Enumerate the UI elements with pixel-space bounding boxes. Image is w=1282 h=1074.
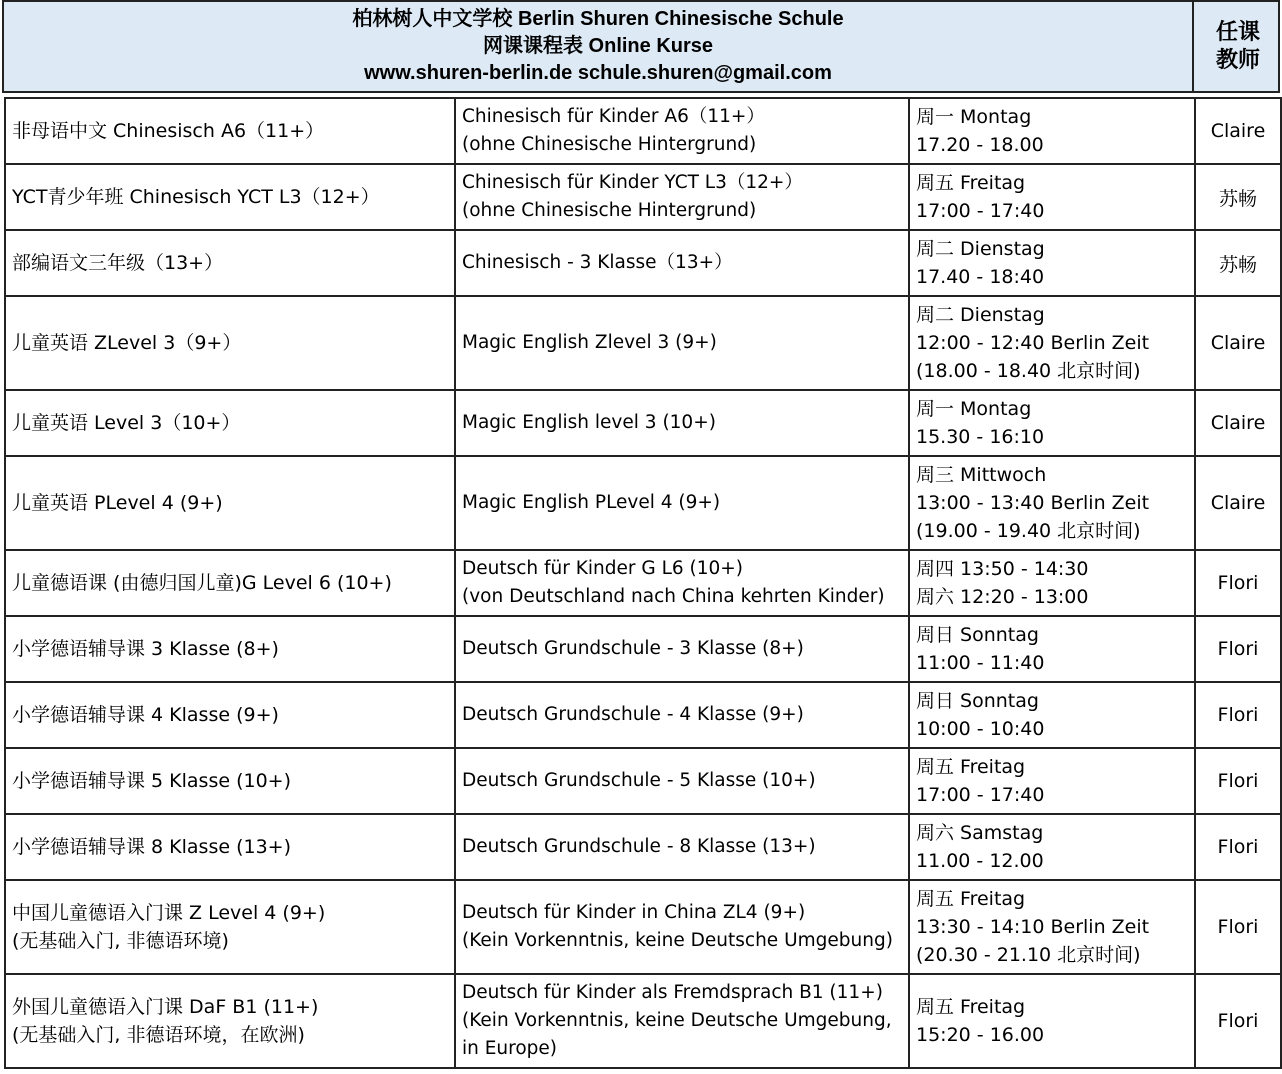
course-row — [5, 748, 1281, 814]
course-name-cell — [5, 230, 455, 296]
course-german-cell — [455, 390, 909, 456]
course-row — [5, 550, 1281, 616]
course-teacher-cell: Flori — [1195, 616, 1281, 682]
course-name-cell — [5, 164, 455, 230]
course-row — [5, 98, 1281, 164]
schedule-title: 网课课程表 Online Kurse — [482, 35, 714, 57]
course-teacher-cell: Flori — [1195, 748, 1281, 814]
course-table — [4, 97, 1282, 1069]
course-row — [5, 814, 1281, 880]
course-time-cell-line: 周五 Freitag — [916, 172, 1026, 194]
course-teacher-cell: 苏畅 — [1195, 164, 1281, 230]
course-time-cell-line: 周日 Sonntag — [916, 690, 1039, 712]
course-name-cell — [5, 456, 455, 550]
course-name-cell — [5, 296, 455, 390]
school-name: 柏林树人中文学校 Berlin Shuren Chinesische Schule — [352, 8, 844, 30]
course-time-cell-line: 17.40 - 18:40 — [916, 266, 1045, 288]
course-time-cell-line: 13:00 - 13:40 Berlin Zeit — [916, 492, 1150, 514]
course-time-cell — [909, 974, 1195, 1068]
course-row — [5, 616, 1281, 682]
course-time-cell-line: 15:20 - 16.00 — [916, 1024, 1045, 1046]
course-name-cell — [5, 550, 455, 616]
course-german-cell — [455, 550, 909, 616]
course-name-cell-line: 小学德语辅导课 4 Klasse (9+) — [12, 704, 279, 726]
course-teacher-cell: Claire — [1195, 296, 1281, 390]
course-german-cell-line: (Kein Vorkenntnis, keine Deutsche Umgebung) — [462, 930, 893, 951]
course-german-cell — [455, 880, 909, 974]
course-german-cell-line: (ohne Chinesische Hintergrund) — [462, 134, 757, 155]
course-name-cell-line: 儿童英语 PLevel 4 (9+) — [12, 492, 223, 514]
course-german-cell-line: Chinesisch für Kinder A6（11+） — [462, 106, 765, 127]
course-time-cell-line: 17:00 - 17:40 — [916, 784, 1045, 806]
course-time-cell-line: 11:00 - 11:40 — [916, 652, 1045, 674]
course-german-cell — [455, 974, 909, 1068]
course-name-cell — [5, 748, 455, 814]
course-name-cell-line: 儿童德语课 (由德归国儿童)G Level 6 (10+) — [12, 572, 392, 594]
course-teacher-cell: Flori — [1195, 682, 1281, 748]
course-name-cell-line: 小学德语辅导课 5 Klasse (10+) — [12, 770, 291, 792]
course-german-cell-line: in Europe) — [462, 1038, 558, 1059]
course-name-cell — [5, 682, 455, 748]
course-german-cell — [455, 164, 909, 230]
course-german-cell — [455, 230, 909, 296]
course-row — [5, 456, 1281, 550]
course-time-cell-line: 15.30 - 16:10 — [916, 426, 1045, 448]
course-name-cell-line: 小学德语辅导课 3 Klasse (8+) — [12, 638, 279, 660]
course-time-cell-line: 周五 Freitag — [916, 756, 1026, 778]
school-title-block — [4, 2, 1194, 91]
course-row — [5, 880, 1281, 974]
course-time-cell-line: 周一 Montag — [916, 398, 1032, 420]
course-teacher-cell: 苏畅 — [1195, 230, 1281, 296]
course-time-cell-line: 周日 Sonntag — [916, 624, 1039, 646]
course-row — [5, 974, 1281, 1068]
course-teacher-cell: Flori — [1195, 550, 1281, 616]
course-table-body — [5, 98, 1281, 1068]
course-name-cell — [5, 974, 455, 1068]
course-german-cell-line: Magic English level 3 (10+) — [462, 412, 716, 433]
course-name-cell-line: 外国儿童德语入门课 DaF B1 (11+) — [12, 996, 319, 1018]
course-german-cell-line: Deutsch Grundschule - 4 Klasse (9+) — [462, 704, 804, 725]
course-german-cell — [455, 682, 909, 748]
course-name-cell-line: 中国儿童德语入门课 Z Level 4 (9+) — [12, 902, 326, 924]
course-german-cell-line: Chinesisch für Kinder YCT L3（12+） — [462, 172, 803, 193]
course-name-cell-line: 儿童英语 ZLevel 3（9+） — [12, 332, 242, 354]
course-name-cell-line: 部编语文三年级（13+） — [12, 252, 224, 274]
course-german-cell — [455, 456, 909, 550]
course-name-cell — [5, 814, 455, 880]
course-time-cell — [909, 456, 1195, 550]
course-time-cell — [909, 748, 1195, 814]
course-german-cell-line: Magic English PLevel 4 (9+) — [462, 492, 721, 513]
course-german-cell-line: (von Deutschland nach China kehrten Kinder) — [462, 586, 885, 607]
course-name-cell-line: (无基础入门, 非德语环境，在欧洲) — [12, 1024, 305, 1046]
course-german-cell-line: (Kein Vorkenntnis, keine Deutsche Umgebung, — [462, 1010, 892, 1031]
course-teacher-cell: Flori — [1195, 814, 1281, 880]
course-german-cell — [455, 748, 909, 814]
course-german-cell-line: Magic English Zlevel 3 (9+) — [462, 332, 717, 353]
course-time-cell-line: 17.20 - 18.00 — [916, 134, 1044, 156]
course-row — [5, 390, 1281, 456]
schedule-header — [2, 0, 1280, 93]
course-time-cell-line: 周一 Montag — [916, 106, 1032, 128]
course-time-cell-line: 17:00 - 17:40 — [916, 200, 1045, 222]
course-name-cell — [5, 98, 455, 164]
course-name-cell-line: 小学德语辅导课 8 Klasse (13+) — [12, 836, 291, 858]
course-time-cell-line: 13:30 - 14:10 Berlin Zeit — [916, 916, 1150, 938]
course-time-cell — [909, 682, 1195, 748]
course-german-cell-line: Deutsch für Kinder in China ZL4 (9+) — [462, 902, 806, 923]
course-time-cell-line: 12:00 - 12:40 Berlin Zeit — [916, 332, 1150, 354]
course-teacher-cell: Flori — [1195, 880, 1281, 974]
course-time-cell-line: 周五 Freitag — [916, 996, 1026, 1018]
course-name-cell-line: (无基础入门, 非德语环境) — [12, 930, 229, 952]
course-time-cell — [909, 550, 1195, 616]
course-teacher-cell: Claire — [1195, 390, 1281, 456]
course-time-cell-line: 周三 Mittwoch — [916, 464, 1047, 486]
course-german-cell-line: Chinesisch - 3 Klasse（13+） — [462, 252, 733, 273]
course-time-cell — [909, 814, 1195, 880]
course-time-cell — [909, 230, 1195, 296]
teacher-header-line-1: 任课 — [1215, 19, 1260, 45]
course-german-cell — [455, 98, 909, 164]
course-german-cell — [455, 616, 909, 682]
course-time-cell — [909, 616, 1195, 682]
course-german-cell-line: (ohne Chinesische Hintergrund) — [462, 200, 757, 221]
course-time-cell-line: 周四 13:50 - 14:30 — [916, 558, 1089, 580]
course-german-cell-line: Deutsch Grundschule - 3 Klasse (8+) — [462, 638, 804, 659]
course-teacher-cell: Claire — [1195, 98, 1281, 164]
course-name-cell — [5, 616, 455, 682]
course-german-cell — [455, 296, 909, 390]
course-name-cell-line: 儿童英语 Level 3（10+） — [12, 412, 241, 434]
teacher-header-line-2: 教师 — [1215, 47, 1260, 73]
course-time-cell-line: (18.00 - 18.40 北京时间) — [916, 360, 1141, 382]
course-time-cell-line: 周五 Freitag — [916, 888, 1026, 910]
teacher-column-header — [1196, 2, 1280, 91]
course-german-cell — [455, 814, 909, 880]
course-row — [5, 296, 1281, 390]
course-time-cell — [909, 296, 1195, 390]
course-time-cell-line: 11.00 - 12.00 — [916, 850, 1044, 872]
course-time-cell-line: 周二 Dienstag — [916, 238, 1045, 260]
course-time-cell-line: 周二 Dienstag — [916, 304, 1045, 326]
course-time-cell — [909, 98, 1195, 164]
course-time-cell — [909, 164, 1195, 230]
course-time-cell-line: 周六 Samstag — [916, 822, 1044, 844]
course-row — [5, 682, 1281, 748]
course-german-cell-line: Deutsch Grundschule - 8 Klasse (13+) — [462, 836, 816, 857]
course-name-cell-line: 非母语中文 Chinesisch A6（11+） — [12, 120, 325, 142]
course-german-cell-line: Deutsch für Kinder G L6 (10+) — [462, 558, 744, 579]
course-time-cell — [909, 390, 1195, 456]
course-german-cell-line: Deutsch für Kinder als Fremdsprach B1 (11+) — [462, 982, 883, 1003]
course-german-cell-line: Deutsch Grundschule - 5 Klasse (10+) — [462, 770, 816, 791]
course-time-cell-line: (19.00 - 19.40 北京时间) — [916, 520, 1141, 542]
school-contact: www.shuren-berlin.de schule.shuren@gmail.com — [364, 62, 832, 84]
course-row — [5, 164, 1281, 230]
course-time-cell-line: 周六 12:20 - 13:00 — [916, 586, 1089, 608]
course-time-cell-line: (20.30 - 21.10 北京时间) — [916, 944, 1141, 966]
course-time-cell-line: 10:00 - 10:40 — [916, 718, 1045, 740]
course-name-cell — [5, 390, 455, 456]
course-teacher-cell: Flori — [1195, 974, 1281, 1068]
course-row — [5, 230, 1281, 296]
course-time-cell — [909, 880, 1195, 974]
course-name-cell — [5, 880, 455, 974]
course-teacher-cell: Claire — [1195, 456, 1281, 550]
course-name-cell-line: YCT青少年班 Chinesisch YCT L3（12+） — [12, 186, 380, 208]
